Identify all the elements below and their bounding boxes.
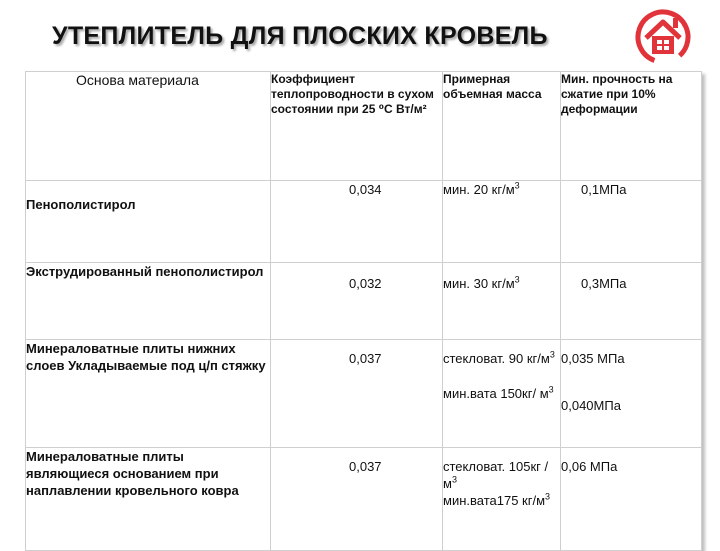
density-glass-wool: стекловат. 105кг $/м^3$ <box>443 459 549 491</box>
row-material-name: Минераловатные плиты нижних слоев Укладываемые под ц/п стяжку <box>26 340 271 448</box>
row-density <box>443 340 561 448</box>
header-density: Примерная объемная масса <box>443 72 561 181</box>
row-strength: 0,3МПа <box>561 263 702 340</box>
table-row <box>26 181 702 263</box>
table-row <box>26 340 702 448</box>
row-conductivity: 0,037 <box>271 340 443 448</box>
row-strength: 0,1МПа <box>561 181 702 263</box>
row-density: мин. 20 $кг/м^3$ <box>443 181 561 263</box>
header-conductivity: Коэффициент теплопроводности в сухом состоянии при 25 ⁰С Вт/м² <box>271 72 443 181</box>
table-header-row <box>26 72 702 181</box>
density-mineral-wool: мин.вата 150кг/ $м^3$ <box>443 384 554 401</box>
row-material-name: Экструдированный пенополистирол <box>26 263 271 340</box>
page-title: УТЕПЛИТЕЛЬ ДЛЯ ПЛОСКИХ КРОВЕЛЬ <box>52 22 548 50</box>
row-strength: 0,06 МПа <box>561 448 702 551</box>
density-mineral-wool: мин.вата175 $кг/м^3$ <box>443 491 551 508</box>
row-density <box>443 448 561 551</box>
strength-mineral-wool: 0,040МПа <box>561 398 621 413</box>
table-row <box>26 448 702 551</box>
insulation-table <box>25 71 702 551</box>
row-density: мин. 30 $кг/м^3$ <box>443 263 561 340</box>
density-glass-wool: стекловат. 90 $кг/м^3$ <box>443 349 555 366</box>
row-strength <box>561 340 702 448</box>
row-conductivity: 0,034 <box>271 181 443 263</box>
row-conductivity: 0,037 <box>271 448 443 551</box>
strength-glass-wool: 0,035 МПа <box>561 351 625 366</box>
table-row <box>26 263 702 340</box>
row-material-name: Пенополистирол <box>26 181 271 263</box>
house-logo-icon <box>632 6 694 68</box>
header-strength: Мин. прочность на сжатие при 10% деформации <box>561 72 702 181</box>
row-conductivity: 0,032 <box>271 263 443 340</box>
header-material: Основа материала <box>26 72 271 181</box>
row-material-name: Минераловатные плиты являющиеся основанием при наплавлении кровельного ковра <box>26 448 271 551</box>
